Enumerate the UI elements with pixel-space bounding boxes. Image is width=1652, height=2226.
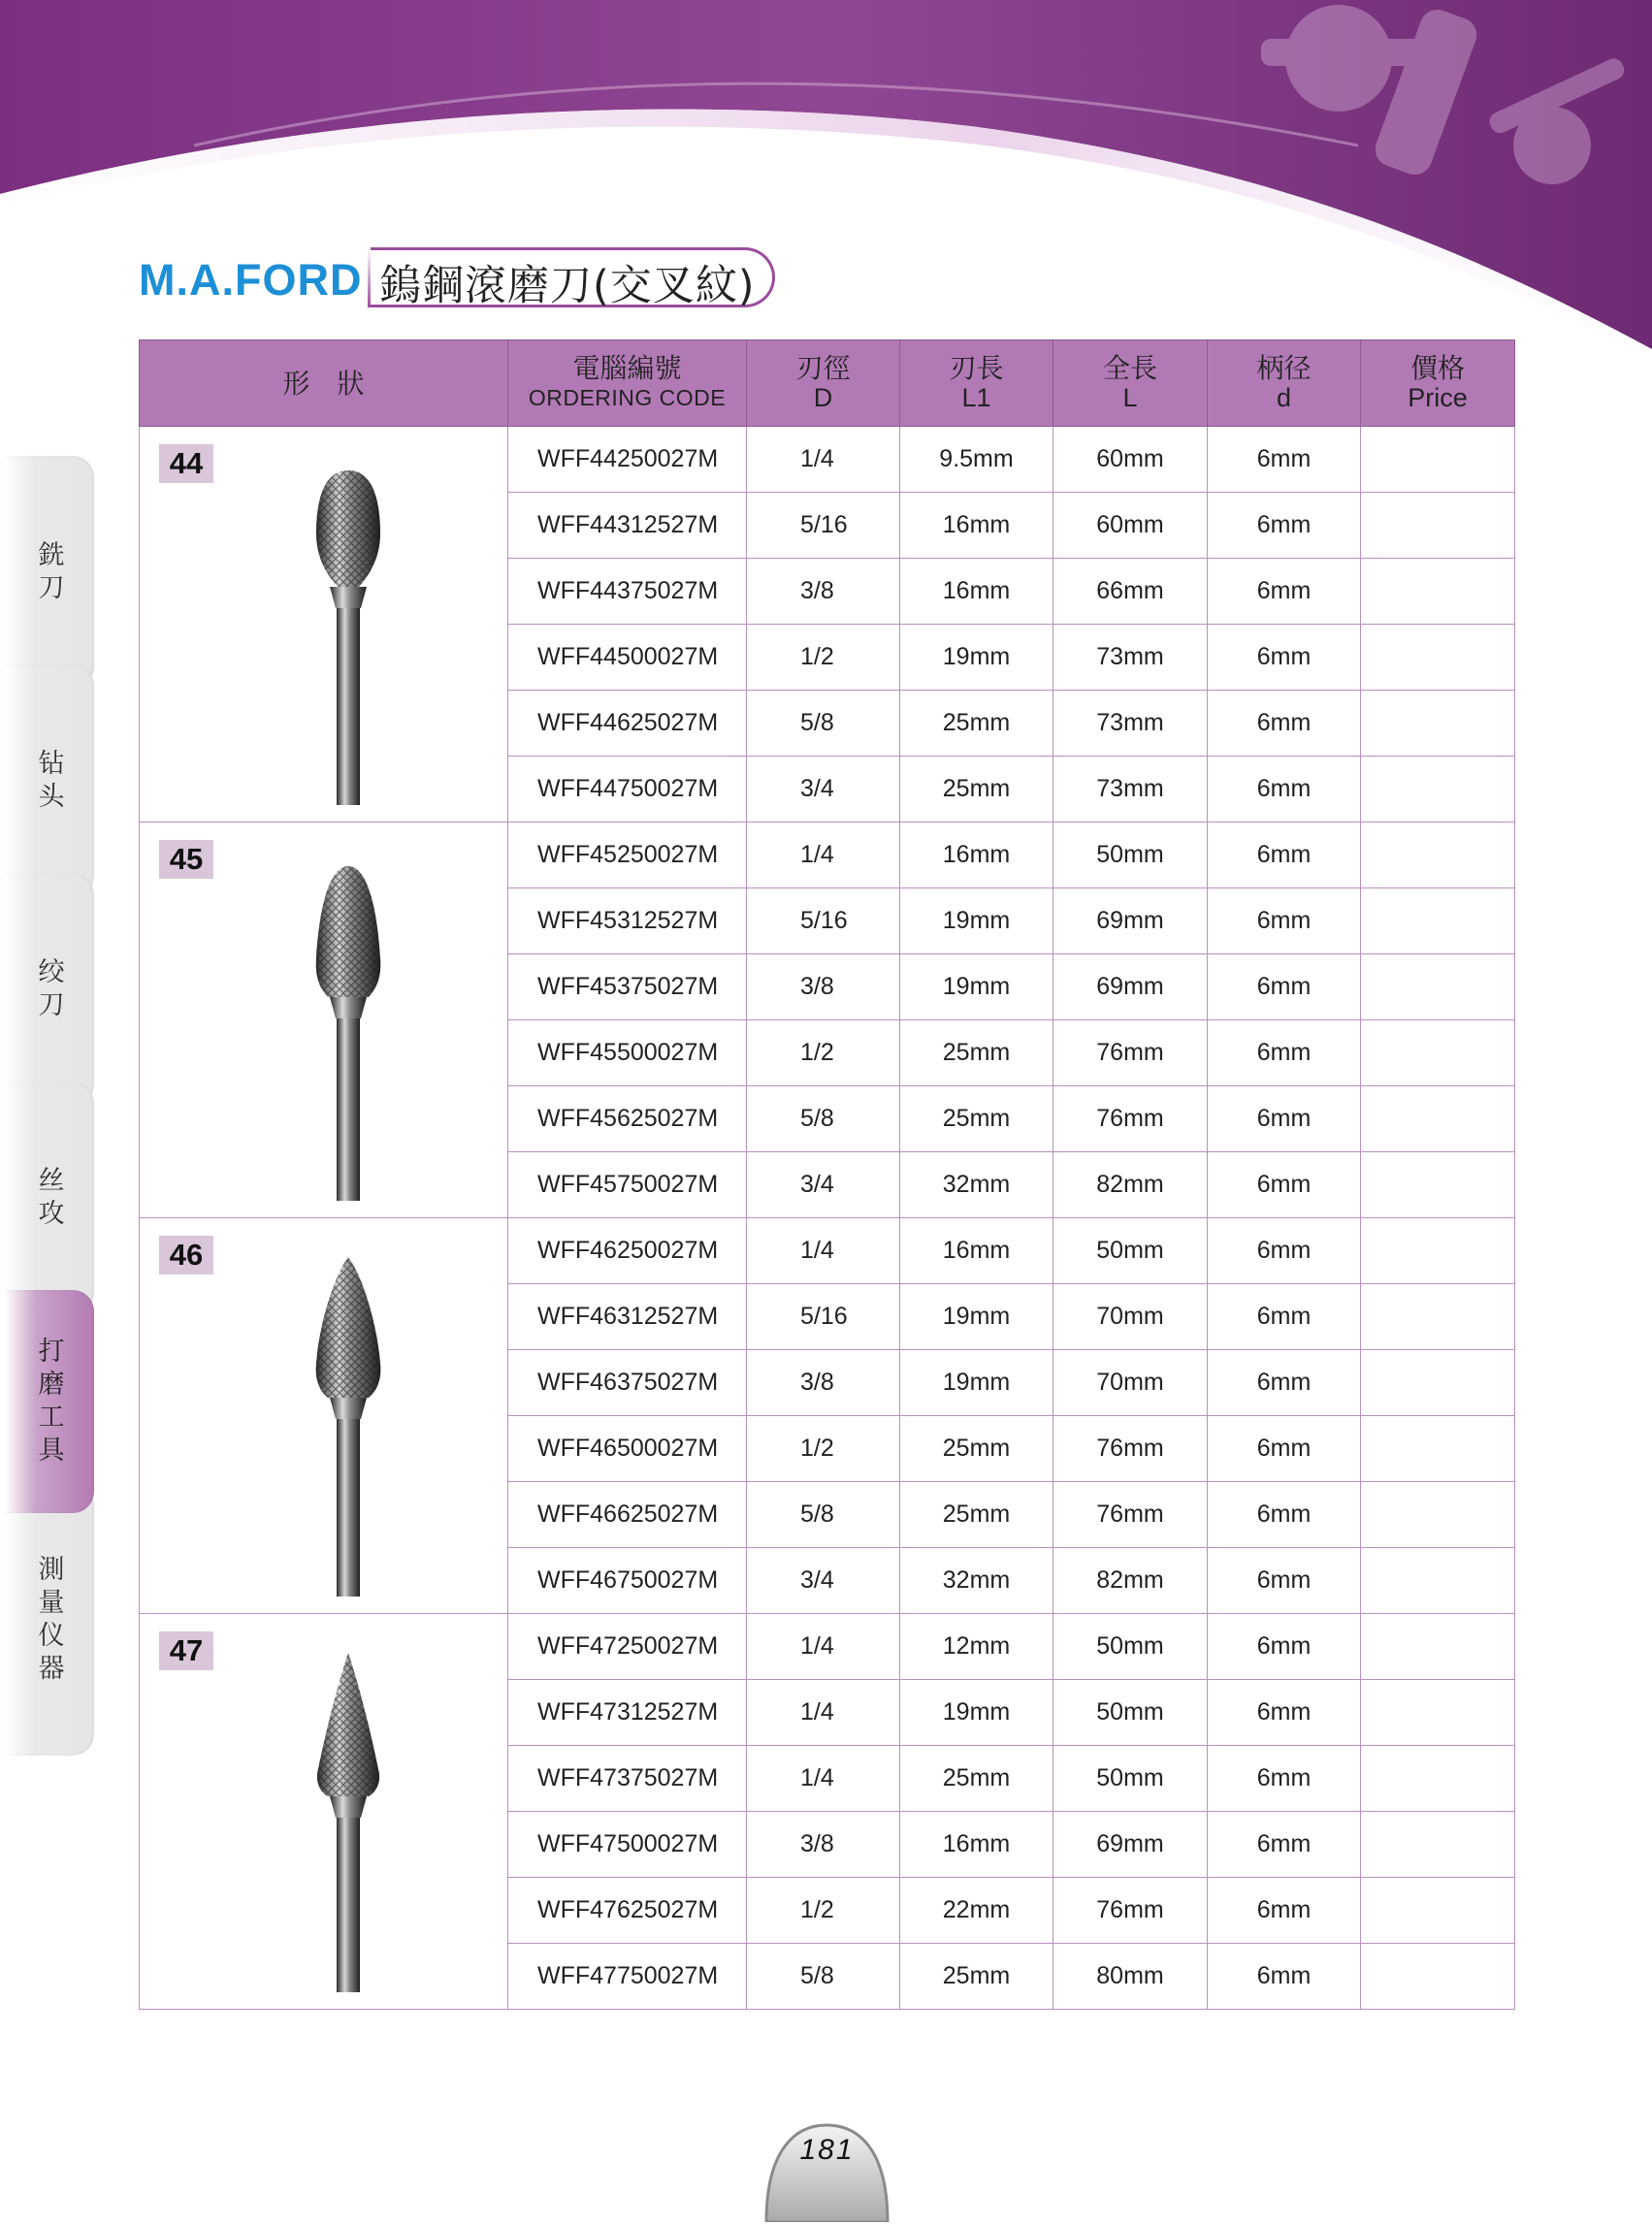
shank-diameter-cell: 6mm: [1208, 1614, 1361, 1680]
diameter-cell: 5/8: [747, 1086, 900, 1152]
ordering-code-cell: WFF47750027M: [508, 1944, 747, 2010]
overall-length-cell: 76mm: [1053, 1416, 1208, 1482]
side-tab-label: 測量仪器: [38, 1555, 65, 1684]
diameter-cell: 1/4: [747, 1218, 900, 1284]
flute-length-cell: 32mm: [900, 1152, 1053, 1218]
diameter-cell: 3/4: [747, 1548, 900, 1614]
overall-length-cell: 70mm: [1053, 1350, 1208, 1416]
shape-cell: [140, 427, 508, 823]
overall-length-cell: 60mm: [1053, 493, 1208, 559]
shank-diameter-cell: 6mm: [1208, 493, 1361, 559]
flute-length-cell: 32mm: [900, 1548, 1053, 1614]
ordering-code-cell: WFF45312527M: [508, 888, 747, 954]
shank-diameter-cell: 6mm: [1208, 823, 1361, 888]
ordering-code-cell: WFF46500027M: [508, 1416, 747, 1482]
price-cell: [1361, 954, 1515, 1020]
flute-length-cell: 25mm: [900, 691, 1053, 757]
price-cell: [1361, 1152, 1515, 1218]
header-shank-diameter: 柄径 d: [1208, 340, 1361, 427]
shank-diameter-cell: 6mm: [1208, 1350, 1361, 1416]
flute-length-cell: 25mm: [900, 1086, 1053, 1152]
header-overall-length: 全長 L: [1053, 340, 1208, 427]
shank-diameter-cell: 6mm: [1208, 1812, 1361, 1878]
price-cell: [1361, 1944, 1515, 2010]
overall-length-cell: 50mm: [1053, 1680, 1208, 1746]
overall-length-cell: 76mm: [1053, 1086, 1208, 1152]
shank-diameter-cell: 6mm: [1208, 757, 1361, 823]
ball-nose-burr-image: [305, 466, 392, 815]
shank-diameter-cell: 6mm: [1208, 1944, 1361, 2010]
shank-diameter-cell: 6mm: [1208, 1482, 1361, 1548]
header-price: 價格 Price: [1361, 340, 1515, 427]
price-cell: [1361, 1680, 1515, 1746]
diameter-cell: 5/8: [747, 1944, 900, 2010]
tree-burr-image: [305, 861, 392, 1210]
ordering-code-cell: WFF47312527M: [508, 1680, 747, 1746]
side-tab-label: 打磨工具: [38, 1337, 65, 1466]
price-cell: [1361, 1218, 1515, 1284]
shank-diameter-cell: 6mm: [1208, 1680, 1361, 1746]
ordering-code-cell: WFF47375027M: [508, 1746, 747, 1812]
side-tab-label: 绞刀: [38, 957, 65, 1020]
side-tab-tap[interactable]: [5, 1081, 94, 1314]
cone-burr-image: [305, 1653, 392, 2002]
flute-length-cell: 25mm: [900, 1944, 1053, 2010]
shank-diameter-cell: 6mm: [1208, 1020, 1361, 1086]
overall-length-cell: 73mm: [1053, 625, 1208, 691]
ordering-code-cell: WFF46250027M: [508, 1218, 747, 1284]
brand-name: M.A.FORD: [139, 255, 363, 305]
shank-diameter-cell: 6mm: [1208, 1878, 1361, 1944]
diameter-cell: 1/2: [747, 1020, 900, 1086]
diameter-cell: 1/4: [747, 823, 900, 888]
shank-diameter-cell: 6mm: [1208, 888, 1361, 954]
flute-length-cell: 16mm: [900, 559, 1053, 625]
header-shape: 形 狀: [140, 340, 508, 427]
flute-length-cell: 25mm: [900, 757, 1053, 823]
side-tab-label: 丝攻: [38, 1166, 65, 1229]
diameter-cell: 5/16: [747, 888, 900, 954]
shank-diameter-cell: 6mm: [1208, 559, 1361, 625]
diameter-cell: 5/8: [747, 691, 900, 757]
table-row: [140, 427, 1515, 493]
diameter-cell: 1/4: [747, 1614, 900, 1680]
ordering-code-cell: WFF46625027M: [508, 1482, 747, 1548]
ordering-code-cell: WFF45250027M: [508, 823, 747, 888]
side-tab-nav: [5, 456, 97, 1882]
side-tab-measuring[interactable]: [5, 1484, 94, 1756]
diameter-cell: 3/8: [747, 559, 900, 625]
flute-length-cell: 25mm: [900, 1416, 1053, 1482]
page-number-badge: [761, 2120, 892, 2222]
diameter-cell: 3/8: [747, 1350, 900, 1416]
overall-length-cell: 69mm: [1053, 1812, 1208, 1878]
ordering-code-cell: WFF47500027M: [508, 1812, 747, 1878]
flute-length-cell: 19mm: [900, 1680, 1053, 1746]
diameter-cell: 1/2: [747, 625, 900, 691]
shank-diameter-cell: 6mm: [1208, 1746, 1361, 1812]
ordering-code-cell: WFF45375027M: [508, 954, 747, 1020]
overall-length-cell: 80mm: [1053, 1944, 1208, 2010]
header-banner: [0, 0, 1652, 369]
ordering-code-cell: WFF44500027M: [508, 625, 747, 691]
diameter-cell: 1/4: [747, 1680, 900, 1746]
overall-length-cell: 76mm: [1053, 1020, 1208, 1086]
shank-diameter-cell: 6mm: [1208, 691, 1361, 757]
flute-length-cell: 19mm: [900, 625, 1053, 691]
ordering-code-cell: WFF45625027M: [508, 1086, 747, 1152]
product-table: [139, 339, 1515, 2010]
diameter-cell: 5/8: [747, 1482, 900, 1548]
overall-length-cell: 50mm: [1053, 1218, 1208, 1284]
price-cell: [1361, 888, 1515, 954]
overall-length-cell: 50mm: [1053, 823, 1208, 888]
overall-length-cell: 82mm: [1053, 1548, 1208, 1614]
price-cell: [1361, 823, 1515, 888]
price-cell: [1361, 625, 1515, 691]
diameter-cell: 1/2: [747, 1878, 900, 1944]
shape-cell: [140, 1218, 508, 1614]
ordering-code-cell: WFF44250027M: [508, 427, 747, 493]
diameter-cell: 1/2: [747, 1416, 900, 1482]
ordering-code-cell: WFF46312527M: [508, 1284, 747, 1350]
ordering-code-cell: WFF45500027M: [508, 1020, 747, 1086]
ordering-code-cell: WFF46375027M: [508, 1350, 747, 1416]
overall-length-cell: 50mm: [1053, 1746, 1208, 1812]
price-cell: [1361, 1416, 1515, 1482]
diameter-cell: 1/4: [747, 1746, 900, 1812]
flute-length-cell: 19mm: [900, 1284, 1053, 1350]
shank-diameter-cell: 6mm: [1208, 1086, 1361, 1152]
shank-diameter-cell: 6mm: [1208, 1284, 1361, 1350]
shank-diameter-cell: 6mm: [1208, 625, 1361, 691]
ordering-code-cell: WFF47250027M: [508, 1614, 747, 1680]
flute-length-cell: 22mm: [900, 1878, 1053, 1944]
table-row: [140, 1218, 1515, 1284]
header-ordering-code: 電腦編號 ORDERING CODE: [508, 340, 747, 427]
flute-length-cell: 25mm: [900, 1482, 1053, 1548]
flute-length-cell: 12mm: [900, 1614, 1053, 1680]
header-flute-length: 刃長 L1: [900, 340, 1053, 427]
shank-diameter-cell: 6mm: [1208, 1152, 1361, 1218]
ordering-code-cell: WFF45750027M: [508, 1152, 747, 1218]
table-header-row: [140, 340, 1515, 427]
ordering-code-cell: WFF44312527M: [508, 493, 747, 559]
overall-length-cell: 76mm: [1053, 1482, 1208, 1548]
side-tab-grinding[interactable]: [5, 1290, 94, 1513]
shank-diameter-cell: 6mm: [1208, 1218, 1361, 1284]
flute-length-cell: 19mm: [900, 954, 1053, 1020]
price-cell: [1361, 1482, 1515, 1548]
shank-diameter-cell: 6mm: [1208, 427, 1361, 493]
flute-length-cell: 19mm: [900, 888, 1053, 954]
price-cell: [1361, 1548, 1515, 1614]
page-number: 181: [799, 2134, 855, 2166]
price-cell: [1361, 1020, 1515, 1086]
overall-length-cell: 60mm: [1053, 427, 1208, 493]
price-cell: [1361, 559, 1515, 625]
flute-length-cell: 16mm: [900, 823, 1053, 888]
diameter-cell: 3/4: [747, 1152, 900, 1218]
price-cell: [1361, 1086, 1515, 1152]
ordering-code-cell: WFF46750027M: [508, 1548, 747, 1614]
overall-length-cell: 69mm: [1053, 888, 1208, 954]
shank-diameter-cell: 6mm: [1208, 954, 1361, 1020]
price-cell: [1361, 691, 1515, 757]
table-body: [140, 427, 1515, 2010]
ordering-code-cell: WFF47625027M: [508, 1878, 747, 1944]
flute-length-cell: 16mm: [900, 1812, 1053, 1878]
overall-length-cell: 70mm: [1053, 1284, 1208, 1350]
flute-length-cell: 25mm: [900, 1746, 1053, 1812]
price-cell: [1361, 757, 1515, 823]
flute-length-cell: 25mm: [900, 1020, 1053, 1086]
group-number: 44: [159, 444, 213, 483]
group-number: 46: [159, 1236, 213, 1274]
flute-length-cell: 16mm: [900, 1218, 1053, 1284]
diameter-cell: 3/4: [747, 757, 900, 823]
side-tab-drill[interactable]: [5, 664, 94, 897]
group-number: 45: [159, 840, 213, 879]
diameter-cell: 1/4: [747, 427, 900, 493]
ordering-code-cell: WFF44625027M: [508, 691, 747, 757]
price-cell: [1361, 1350, 1515, 1416]
side-tab-milling[interactable]: [5, 456, 94, 689]
price-cell: [1361, 493, 1515, 559]
flute-length-cell: 16mm: [900, 493, 1053, 559]
page-title: 鎢鋼滾磨刀(交叉紋): [379, 262, 756, 310]
ordering-code-cell: WFF44375027M: [508, 559, 747, 625]
price-cell: [1361, 1812, 1515, 1878]
shank-diameter-cell: 6mm: [1208, 1548, 1361, 1614]
pointed-tree-burr-image: [305, 1257, 392, 1606]
ordering-code-cell: WFF44750027M: [508, 757, 747, 823]
side-tab-label: 钻头: [38, 749, 65, 812]
overall-length-cell: 66mm: [1053, 559, 1208, 625]
diameter-cell: 3/8: [747, 954, 900, 1020]
header-diameter: 刃徑 D: [747, 340, 900, 427]
shape-cell: [140, 823, 508, 1218]
side-tab-reamer[interactable]: [5, 873, 94, 1106]
price-cell: [1361, 1746, 1515, 1812]
price-cell: [1361, 1878, 1515, 1944]
flute-length-cell: 9.5mm: [900, 427, 1053, 493]
shape-cell: [140, 1614, 508, 2010]
side-tab-label: 銑刀: [38, 540, 65, 603]
overall-length-cell: 50mm: [1053, 1614, 1208, 1680]
overall-length-cell: 76mm: [1053, 1878, 1208, 1944]
overall-length-cell: 82mm: [1053, 1152, 1208, 1218]
price-cell: [1361, 427, 1515, 493]
table-row: [140, 823, 1515, 888]
group-number: 47: [159, 1631, 213, 1670]
overall-length-cell: 73mm: [1053, 757, 1208, 823]
product-table-container: [139, 339, 1514, 2010]
overall-length-cell: 69mm: [1053, 954, 1208, 1020]
overall-length-cell: 73mm: [1053, 691, 1208, 757]
shank-diameter-cell: 6mm: [1208, 1416, 1361, 1482]
diameter-cell: 5/16: [747, 1284, 900, 1350]
price-cell: [1361, 1614, 1515, 1680]
diameter-cell: 3/8: [747, 1812, 900, 1878]
diameter-cell: 5/16: [747, 493, 900, 559]
price-cell: [1361, 1284, 1515, 1350]
table-row: [140, 1614, 1515, 1680]
flute-length-cell: 19mm: [900, 1350, 1053, 1416]
